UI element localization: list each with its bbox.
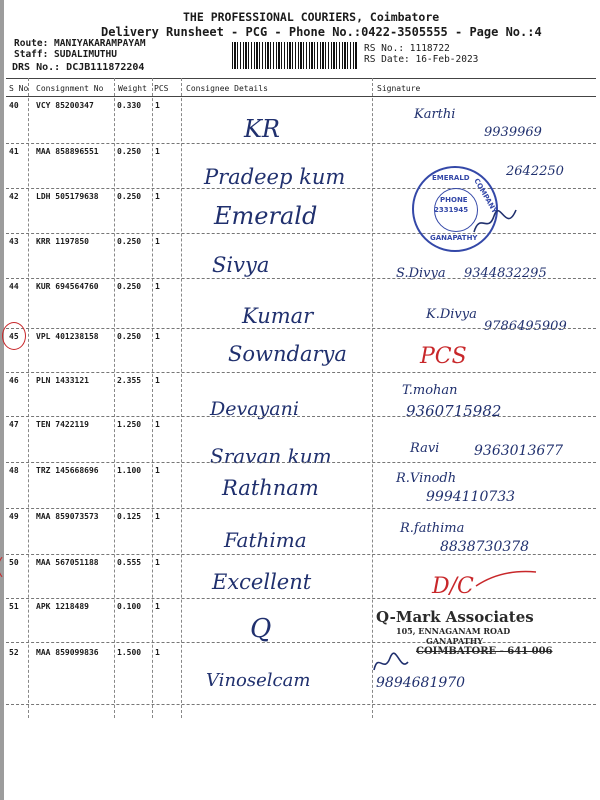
consignee-handwriting: Emerald [214, 202, 318, 230]
serial-number: 50 [9, 558, 19, 567]
signature-phone: 2642250 [506, 164, 564, 179]
consignee-handwriting: Kumar [242, 304, 314, 328]
serial-number: 48 [9, 466, 19, 475]
pieces-value: 1 [155, 147, 160, 156]
pieces-value: 1 [155, 648, 160, 657]
consignee-handwriting: Vinoselcam [206, 670, 311, 691]
signature-phone: 9894681970 [376, 675, 466, 691]
consignee-handwriting: Sravan kum [210, 444, 332, 468]
consignment-number: TEN 7422119 [36, 420, 89, 429]
consignment-number: TRZ 145668696 [36, 466, 99, 475]
col-header-weight: Weight [118, 84, 147, 93]
table-top-rule [6, 78, 596, 79]
weight-value: 0.250 [117, 147, 142, 156]
row-45-circle-mark [2, 322, 26, 350]
column-divider [114, 78, 115, 718]
red-stroke-mark [474, 568, 540, 590]
table-header-rule [6, 96, 596, 97]
signature-handwriting: K.Divya [426, 307, 477, 322]
serial-number: 42 [9, 192, 19, 201]
row-divider [6, 462, 596, 463]
weight-value: 0.250 [117, 237, 142, 246]
weight-value: 1.250 [117, 420, 142, 429]
weight-value: 0.125 [117, 512, 142, 521]
consignee-handwriting: Rathnam [222, 476, 319, 500]
pieces-value: 1 [155, 376, 160, 385]
row-50-tick-mark [0, 553, 22, 581]
stamp-phone-label: PHONE [440, 196, 468, 204]
weight-value: 0.250 [117, 192, 142, 201]
col-header-pcs: PCS [154, 84, 169, 93]
drs-number: DRS No.: DCJB111872204 [12, 62, 145, 73]
weight-value: 1.100 [117, 466, 142, 475]
pieces-value: 1 [155, 282, 160, 291]
serial-number: 47 [9, 420, 19, 429]
qmark-name: Q-Mark Associates [376, 608, 534, 626]
signature-phone: 9786495909 [484, 319, 567, 334]
consignment-number: MAA 567051188 [36, 558, 99, 567]
signature-phone: 9360715982 [406, 402, 502, 420]
signature-phone: 9344832295 [464, 266, 547, 281]
serial-number: 52 [9, 648, 19, 657]
row-45-red-mark: PCS [420, 344, 467, 369]
col-header-details: Consignee Details [186, 84, 268, 93]
serial-number: 41 [9, 147, 19, 156]
consignee-handwriting: Sivya [212, 253, 270, 277]
row-divider [6, 328, 596, 329]
qmark-city: COIMBATORE - 641 006 [416, 646, 553, 657]
signature-phone: 9939969 [484, 125, 542, 140]
signature-handwriting: R.Vinodh [396, 471, 457, 486]
signature-handwriting: Karthi [414, 107, 456, 122]
row-divider [6, 416, 596, 417]
row-divider [6, 598, 596, 599]
pieces-value: 1 [155, 466, 160, 475]
consignee-handwriting: Devayani [210, 398, 299, 420]
signature-phone: 9994110733 [426, 489, 516, 505]
serial-number: 49 [9, 512, 19, 521]
stamp-phone-number: 2331945 [434, 206, 469, 214]
serial-number: 43 [9, 237, 19, 246]
consignee-handwriting: Excellent [212, 570, 312, 594]
pieces-value: 1 [155, 512, 160, 521]
row-divider [6, 278, 596, 279]
rs-number: RS No.: 1118722 [364, 43, 450, 54]
row-divider [6, 143, 596, 144]
weight-value: 0.555 [117, 558, 142, 567]
pieces-value: 1 [155, 101, 160, 110]
consignment-number: MAA 859073573 [36, 512, 99, 521]
consignee-handwriting: Pradeep kum [204, 165, 346, 189]
column-divider [181, 78, 182, 718]
page-edge-shadow [0, 0, 4, 800]
stamp-top-text: EMERALD [432, 174, 470, 182]
weight-value: 0.330 [117, 101, 142, 110]
row-divider [6, 188, 596, 189]
consignee-handwriting: Fathima [224, 528, 307, 552]
pieces-value: 1 [155, 192, 160, 201]
signature-handwriting: S.Divya [396, 266, 446, 281]
row-52-signature-scribble [370, 648, 410, 676]
row-divider [6, 554, 596, 555]
signature-phone: 9363013677 [474, 443, 564, 459]
col-header-sno: S No [9, 84, 29, 93]
col-header-signature: Signature [377, 84, 421, 93]
pieces-value: 1 [155, 602, 160, 611]
stamp-bottom-text: GANAPATHY [430, 234, 478, 242]
row-42-signature-scribble [470, 204, 520, 240]
pieces-value: 1 [155, 420, 160, 429]
serial-number: 46 [9, 376, 19, 385]
column-divider [152, 78, 153, 718]
consignment-number: KUR 694564760 [36, 282, 99, 291]
consignee-handwriting: Q [250, 614, 272, 644]
row-divider [6, 508, 596, 509]
consignment-number: VPL 401238158 [36, 332, 99, 341]
consignment-number: MAA 858896551 [36, 147, 99, 156]
consignee-handwriting: KR [244, 115, 280, 143]
row-50-red-mark: D/C [432, 574, 474, 599]
weight-value: 0.250 [117, 332, 142, 341]
rs-date: RS Date: 16-Feb-2023 [364, 54, 479, 65]
signature-handwriting: T.mohan [402, 383, 458, 398]
consignee-handwriting: Sowndarya [228, 342, 347, 366]
column-divider [372, 78, 373, 718]
runsheet-subtitle: Delivery Runsheet - PCG - Phone No.:0422-3505555 - Page No.:4 [101, 25, 542, 39]
signature-phone: 8838730378 [440, 539, 530, 555]
consignment-number: APK 1218489 [36, 602, 89, 611]
barcode [232, 42, 358, 69]
consignment-number: VCY 85200347 [36, 101, 94, 110]
signature-handwriting: Ravi [410, 441, 440, 456]
company-title: THE PROFESSIONAL COURIERS, Coimbatore [183, 10, 440, 24]
consignment-number: PLN 1433121 [36, 376, 89, 385]
pieces-value: 1 [155, 237, 160, 246]
row-divider [6, 704, 596, 705]
weight-value: 0.100 [117, 602, 142, 611]
weight-value: 1.500 [117, 648, 142, 657]
qmark-street: 105, ENNAGANAM ROAD [396, 626, 511, 636]
column-divider [28, 78, 29, 718]
serial-number: 45 [9, 332, 19, 341]
weight-value: 2.355 [117, 376, 142, 385]
serial-number: 40 [9, 101, 19, 110]
serial-number: 51 [9, 602, 19, 611]
weight-value: 0.250 [117, 282, 142, 291]
row-divider [6, 372, 596, 373]
stamp-side-text: COMPANY [472, 177, 499, 215]
serial-number: 44 [9, 282, 19, 291]
consignment-number: LDH 505179638 [36, 192, 99, 201]
pieces-value: 1 [155, 558, 160, 567]
consignment-number: MAA 859099836 [36, 648, 99, 657]
signature-handwriting: R.fathima [400, 521, 465, 536]
pieces-value: 1 [155, 332, 160, 341]
staff-label: Staff: SUDALIMUTHU [14, 49, 117, 60]
consignment-number: KRR 1197850 [36, 237, 89, 246]
qmark-area: GANAPATHY [426, 636, 483, 646]
route-label: Route: MANIYAKARAMPAYAM [14, 38, 146, 49]
col-header-consignment: Consignment No [36, 84, 104, 93]
